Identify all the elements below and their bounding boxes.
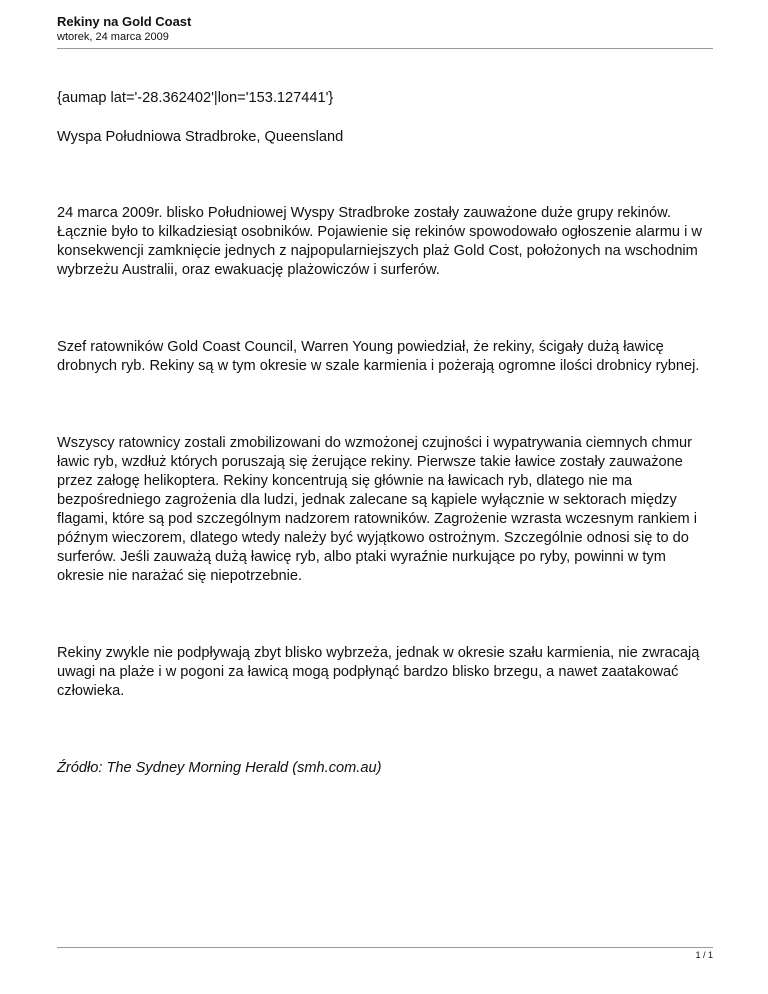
- location-line: Wyspa Południowa Stradbroke, Queensland: [57, 129, 344, 145]
- page-number: 1 / 1: [695, 950, 713, 960]
- article-body: [57, 89, 713, 778]
- footer-divider: [57, 947, 713, 948]
- paragraph-4: Rekiny zwykle nie podpływają zbyt blisko wybrzeża, jednak w okresie szału karmienia, nie zwracają uwagi na plaże i w pogoni za ławicą mogą podpłynąć bardzo blisko brzegu, a nawet zaatakować człowieka.: [57, 645, 700, 699]
- map-embed-code: {aumap lat='-28.362402'|lon='153.127441'}: [57, 90, 334, 106]
- paragraph-3: Wszyscy ratownicy zostali zmobilizowani do wzmożonej czujności i wypatrywania ciemnych chmur ławic ryb, wzdłuż których poruszają się żerujące rekiny. Pierwsze takie ławice zostały zauważone przez załogę helikoptera. Rekiny koncentrują się głównie na ławicach ryb, dlatego nie ma bezpośredniego zagrożenia dla ludzi, jednak zalecane są kąpiele wyłącznie w sektorach między flagami, które są pod szczególnym nadzorem ratowników. Zagrożenie wzrasta wczesnym rankiem i późnym wieczorem, dlatego wtedy należy być wyjątkowo ostrożnym. Szczególnie odnosi się to do surferów. Jeśli zauważą dużą ławicę ryb, albo ptaki wyraźnie nurkujące po ryby, powinni w tym okresie nie narażać się niepotrzebnie.: [57, 435, 697, 584]
- header-divider: [57, 48, 713, 49]
- paragraph-1: 24 marca 2009r. blisko Południowej Wyspy Stradbroke zostały zauważone duże grupy rekinów. Łącznie było to kilkadziesiąt osobników. Pojawienie się rekinów spowodowało ogłoszenie alarmu i w konsekwencji zamknięcie jednych z najpopularniejszych plaż Gold Cost, położonych na wschodnim wybrzeżu Australii, oraz ewakuację plażowiczów i surferów.: [57, 205, 702, 278]
- source-credit: Źródło: The Sydney Morning Herald (smh.com.au): [57, 760, 382, 776]
- article-title: Rekiny na Gold Coast: [57, 14, 192, 29]
- page-header: [57, 14, 713, 44]
- article-date: wtorek, 24 marca 2009: [57, 31, 169, 43]
- paragraph-2: Szef ratowników Gold Coast Council, Warren Young powiedział, że rekiny, ścigały dużą ławicę drobnych ryb. Rekiny są w tym okresie w szale karmienia i pożerają ogromne ilości drobnicy rybnej.: [57, 339, 700, 374]
